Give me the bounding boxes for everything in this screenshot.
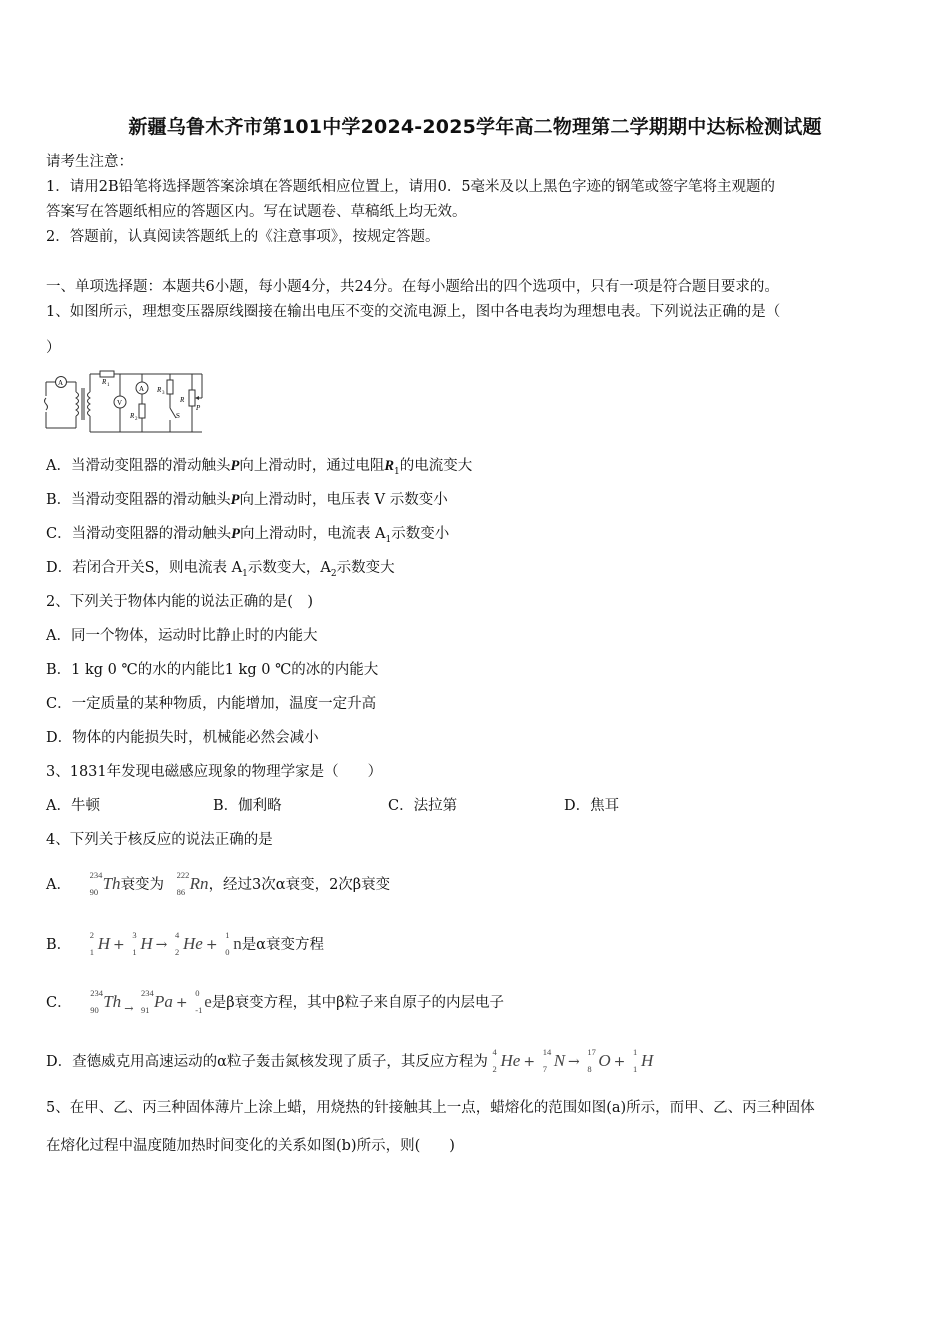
q5-stem-line-1: 5、在甲、乙、丙三种固体薄片上涂上蜡，用烧热的针接触其上一点，蜡熔化的范围如图(a)所示，而甲、乙、丙三种固体 <box>46 1100 815 1116</box>
notice-line-3: 2．答题前，认真阅读答题纸上的《注意事项》，按规定答题。 <box>46 229 440 245</box>
q4-option-a: A． 234 90 Th衰变为 222 86 Rn，经过3次α衰变，2次β衰变 <box>46 870 391 897</box>
fig-r1-label: R <box>102 378 107 386</box>
q4-option-c: C． 234 90 Th $_\to$ 234 91 Pa + 0 -1 e是β衰变方程，其中β粒子来自原子的内层电子 <box>46 988 505 1015</box>
fig-ammeter-label: A <box>58 379 64 387</box>
notice-line-1: 1．请用2B铅笔将选择题答案涂填在答题纸相应位置上，请用0．5毫米及以上黑色字迹的钢笔或签字笔将主观题的 <box>46 179 776 195</box>
q1-option-c: C．当滑动变阻器的滑动触头P向上滑动时，电流表 $A_1$示数变小 <box>46 526 450 545</box>
q1-option-b: B．当滑动变阻器的滑动触头P向上滑动时，电压表 V 示数变小 <box>46 492 448 508</box>
q5-stem-line-2: 在熔化过程中温度随加热时间变化的关系如图(b)所示，则( ) <box>46 1138 455 1154</box>
page-title: 新疆乌鲁木齐市第101中学2024-2025学年高二物理第二学期期中达标检测试题 <box>128 116 822 138</box>
q2-stem: 2、下列关于物体内能的说法正确的是( ) <box>46 594 314 610</box>
fig-r2-sub: 2 <box>135 417 138 422</box>
fig-r3-sub: 3 <box>162 391 165 396</box>
q3-option-b: B．伽利略 <box>213 798 282 814</box>
q1-stem: 1、如图所示，理想变压器原线圈接在输出电压不变的交流电源上，图中各电表均为理想电表。下列说法正确的是（ <box>46 304 781 320</box>
q1-circuit-figure <box>42 368 210 436</box>
q3-option-a: A．牛顿 <box>46 798 100 814</box>
fig-r1-sub: 1 <box>107 383 110 388</box>
fig-voltmeter-label: V <box>117 399 123 407</box>
q2-option-d: D．物体的内能损失时，机械能必然会减小 <box>46 730 319 746</box>
q4-stem: 4、下列关于核反应的说法正确的是 <box>46 832 273 848</box>
q3-option-d: D．焦耳 <box>564 798 620 814</box>
nuclide-rn222: 222 86 Rn <box>176 870 209 897</box>
q3-stem: 3、1831年发现电磁感应现象的物理学家是（ ） <box>46 764 383 780</box>
q2-option-c: C．一定质量的某种物质，内能增加，温度一定升高 <box>46 696 377 712</box>
section-heading: 一、单项选择题：本题共6小题，每小题4分，共24分。在每小题给出的四个选项中，只有一项是符合题目要求的。 <box>46 279 779 295</box>
q1-stem-end: ） <box>46 340 61 356</box>
q2-option-b: B．1 kg 0 ℃的水的内能比1 kg 0 ℃的冰的内能大 <box>46 662 379 678</box>
q4-option-d: D．查德威克用高速运动的α粒子轰击氮核发现了质子，其反应方程为 4 2 He + 14 7 N → 17 8 O + 1 1 H <box>46 1047 654 1074</box>
q3-option-c: C．法拉第 <box>388 798 458 814</box>
fig-ammeter2-label: A <box>139 385 145 393</box>
fig-r2-label: R <box>130 412 135 420</box>
fig-p-label: P <box>196 404 201 412</box>
q4-option-b: B． 2 1 H + 3 1 H → 4 2 He + 1 0 n是α衰变方程 <box>46 930 324 957</box>
q1-option-a: A．当滑动变阻器的滑动触头P向上滑动时，通过电阻$R_1$的电流变大 <box>46 458 473 477</box>
notice-heading: 请考生注意： <box>46 154 133 170</box>
notice-line-2: 答案写在答题纸相应的答题区内。写在试题卷、草稿纸上均无效。 <box>46 204 467 220</box>
nuclide-th234: 234 90 Th <box>89 870 121 897</box>
fig-r-label: R <box>180 396 185 404</box>
fig-r3-label: R <box>157 386 162 394</box>
q2-option-a: A．同一个物体，运动时比静止时的内能大 <box>46 628 318 644</box>
fig-switch-label: S <box>176 412 180 420</box>
q1-option-d: D．若闭合开关S，则电流表 $A_1$示数变大，$A_2$示数变大 <box>46 560 395 579</box>
